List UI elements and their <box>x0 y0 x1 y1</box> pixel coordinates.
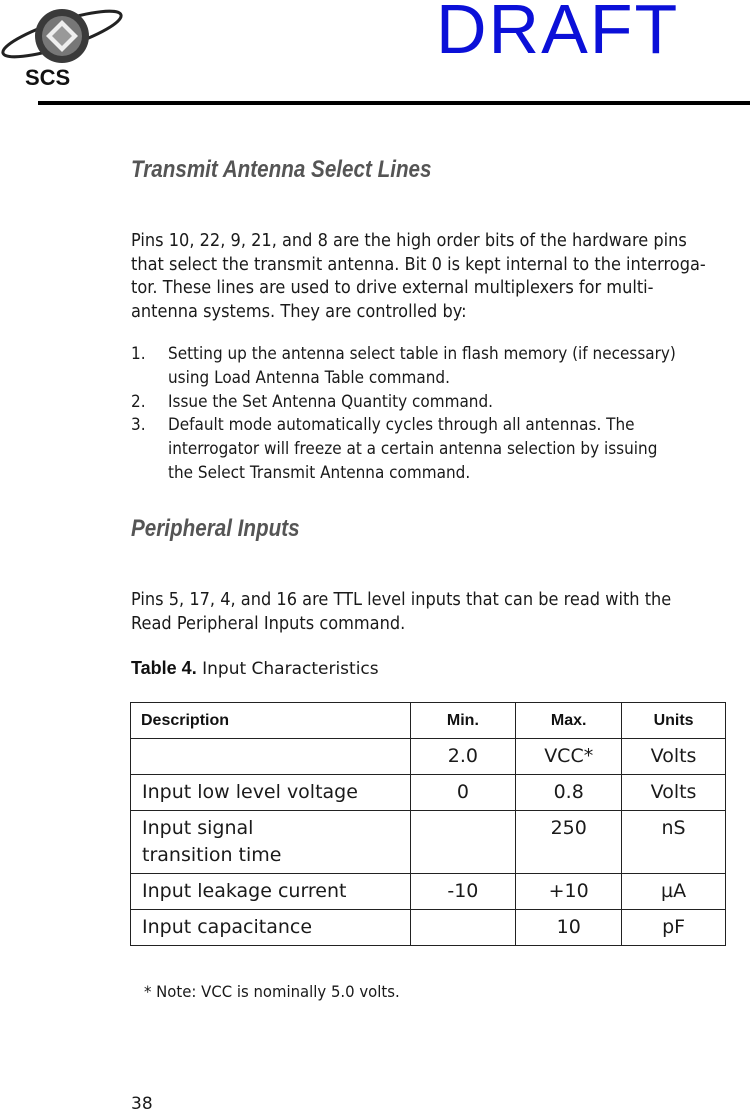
section-heading-transmit-antenna: Transmit Antenna Select Lines <box>131 156 432 183</box>
cell-units: pF <box>622 910 726 946</box>
column-header-units: Units <box>622 703 726 739</box>
table-row <box>131 910 726 946</box>
draft-watermark: DRAFT <box>436 0 680 68</box>
table-row <box>131 739 726 775</box>
cell-units: Volts <box>622 739 726 775</box>
page-number: 38 <box>131 1094 153 1114</box>
cell-max: 0.8 <box>516 775 622 811</box>
list-item-line: Setting up the antenna select table in flash memory (if necessary) <box>168 344 676 363</box>
cell-units: µA <box>622 874 726 910</box>
table-caption <box>131 658 379 679</box>
cell-min: -10 <box>410 874 516 910</box>
list-item-number: 2. <box>131 391 146 411</box>
cell-units: nS <box>622 811 726 874</box>
transmit-antenna-paragraph <box>131 230 742 324</box>
paragraph-line: tor. These lines are used to drive external multiplexers for multi- <box>131 278 654 299</box>
paragraph-line: Read Peripheral Inputs command. <box>131 613 406 634</box>
cell-description: Input capacitance <box>131 910 411 946</box>
table-row <box>131 874 726 910</box>
column-header-description: Description <box>131 703 411 739</box>
paragraph-line: Pins 10, 22, 9, 21, and 8 are the high order bits of the hardware pins <box>131 231 687 251</box>
list-item-number: 1. <box>131 344 146 363</box>
cell-description: Input low level voltage <box>131 775 411 811</box>
cell-min <box>410 811 516 874</box>
list-item-line: Issue the Set Antenna Quantity command. <box>168 391 494 411</box>
list-item-line: the Select Transmit Antenna command. <box>168 462 471 482</box>
list-item <box>131 342 742 390</box>
table-header-row <box>131 703 726 739</box>
table-row <box>131 775 726 811</box>
input-characteristics-table <box>130 702 726 946</box>
paragraph-line: Pins 5, 17, 4, and 16 are TTL level inputs that can be read with the <box>131 590 672 610</box>
list-item <box>131 413 742 484</box>
cell-max: 250 <box>516 811 622 874</box>
steps-list <box>131 342 742 485</box>
list-item-line: using Load Antenna Table command. <box>168 367 450 387</box>
cell-max: VCC* <box>516 739 622 775</box>
peripheral-inputs-paragraph <box>131 589 742 636</box>
table-caption-text: Input Characteristics <box>202 659 379 679</box>
cell-description: Input signal transition time <box>131 811 411 874</box>
column-header-min: Min. <box>410 703 516 739</box>
cell-description <box>131 739 411 775</box>
list-item <box>131 390 742 414</box>
cell-min: 0 <box>410 775 516 811</box>
cell-min: 2.0 <box>410 739 516 775</box>
cell-max: +10 <box>516 874 622 910</box>
table-caption-label: Table 4. <box>131 658 197 678</box>
section-heading-peripheral-inputs: Peripheral Inputs <box>131 515 300 542</box>
column-header-max: Max. <box>516 703 622 739</box>
scs-logo <box>0 0 130 92</box>
header-rule <box>38 101 750 105</box>
cell-units: Volts <box>622 775 726 811</box>
cell-description: Input leakage current <box>131 874 411 910</box>
logo-text: SCS <box>25 65 71 90</box>
list-item-line: Default mode automatically cycles through all antennas. The <box>168 415 635 435</box>
table-footnote: * Note: VCC is nominally 5.0 volts. <box>144 982 400 1001</box>
paragraph-line: antenna systems. They are controlled by: <box>131 301 467 322</box>
paragraph-line: that select the transmit antenna. Bit 0 is kept internal to the interroga- <box>131 254 706 275</box>
list-item-line: interrogator will freeze at a certain antenna selection by issuing <box>168 439 658 459</box>
table-row <box>131 811 726 874</box>
cell-max: 10 <box>516 910 622 946</box>
list-item-number: 3. <box>131 415 146 435</box>
cell-min <box>410 910 516 946</box>
